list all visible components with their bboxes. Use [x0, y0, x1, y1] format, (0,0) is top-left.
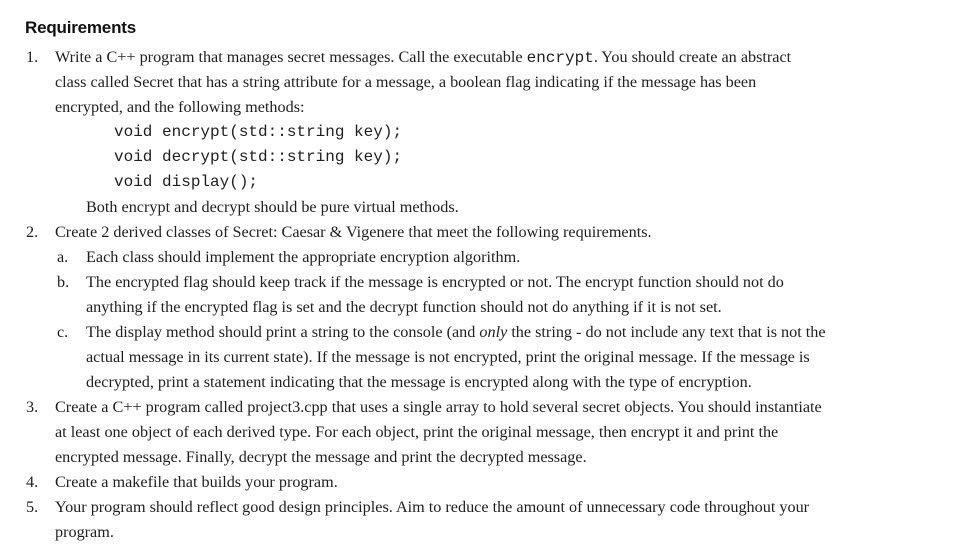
item-3-line-2: at least one object of each derived type. For each object, print the original message, then encrypt it and print the	[55, 423, 779, 441]
item-1-line-2: class called Secret that has a string attribute for a message, a boolean flag indicating if the message has been	[55, 73, 757, 91]
subitem-letter-a: a.	[57, 248, 69, 266]
subitem-c-line-2: actual message in its current state). If the message is not encrypted, print the original message. If the message is	[86, 348, 810, 366]
item-3-line-3: encrypted message. Finally, decrypt the message and print the decrypted message.	[55, 448, 587, 466]
code-line-display: void display();	[114, 173, 259, 191]
item-1-text-post: . You should create an abstract	[593, 48, 792, 66]
item-5-line-2: program.	[55, 523, 114, 541]
subitem-c-line-1	[86, 322, 826, 342]
item-4-line-1: Create a makefile that builds your program.	[55, 473, 338, 491]
code-line-decrypt: void decrypt(std::string key);	[114, 148, 403, 166]
code-line-encrypt: void encrypt(std::string key);	[114, 123, 403, 141]
item-5-line-1: Your program should reflect good design principles. Aim to reduce the amount of unnecessary code throughout your	[55, 498, 810, 516]
item-number-4: 4.	[26, 473, 39, 491]
subitem-letter-b: b.	[57, 273, 70, 291]
item-number-5: 5.	[26, 498, 39, 516]
item-1-line-1	[55, 47, 791, 68]
subitem-b-line-1: The encrypted flag should keep track if the message is encrypted or not. The encrypt function should not do	[86, 273, 784, 291]
subitem-c-text-pre: The display method should print a string to the console (and	[86, 323, 480, 341]
item-number-1: 1.	[26, 48, 39, 66]
emphasis-only: only	[479, 323, 508, 341]
item-number-3: 3.	[26, 398, 39, 416]
executable-name: encrypt	[526, 49, 594, 67]
subitem-a-line-1: Each class should implement the appropriate encryption algorithm.	[86, 248, 521, 266]
item-2-line-1: Create 2 derived classes of Secret: Caesar & Vigenere that meet the following requirements.	[55, 223, 652, 241]
subitem-letter-c: c.	[57, 323, 69, 341]
item-1-note: Both encrypt and decrypt should be pure virtual methods.	[86, 198, 459, 216]
item-3-line-1: Create a C++ program called project3.cpp that uses a single array to hold several secret objects. You should instantiate	[55, 398, 822, 416]
item-1-text-pre: Write a C++ program that manages secret messages. Call the executable	[55, 48, 527, 66]
subitem-b-line-2: anything if the encrypted flag is set and the decrypt function should not do anything if it is not set.	[86, 298, 722, 316]
section-heading: Requirements	[25, 18, 136, 37]
item-1-line-3: encrypted, and the following methods:	[55, 98, 305, 116]
subitem-c-text-post: the string - do not include any text that is not the	[507, 323, 826, 341]
subitem-c-line-3: decrypted, print a statement indicating that the message is encrypted along with the type of encryption.	[86, 373, 752, 391]
item-number-2: 2.	[26, 223, 39, 241]
